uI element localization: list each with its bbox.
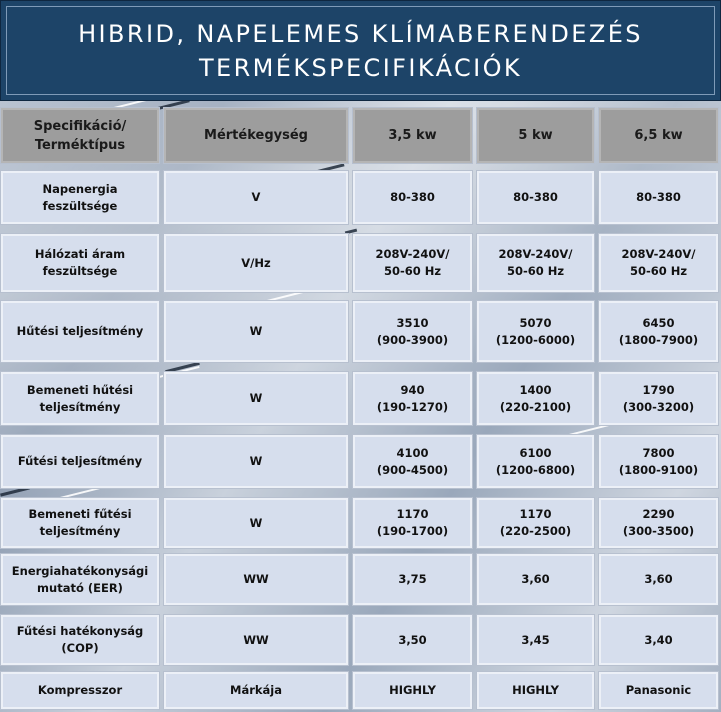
table-cell-value: 208V-240V/ 50-60 Hz bbox=[498, 247, 573, 278]
table-cell-value: V bbox=[251, 190, 261, 204]
table-cell-value: 1170 (220-2500) bbox=[499, 507, 572, 538]
table-cell-model-6-5kw bbox=[598, 233, 719, 293]
table-cell-value: 3,75 bbox=[398, 572, 427, 586]
table-cell-value: WW bbox=[243, 572, 269, 586]
table-cell-model-3-5kw bbox=[352, 497, 473, 549]
table-cell-specification bbox=[0, 300, 160, 363]
table-cell-value: W bbox=[249, 515, 263, 530]
page-header bbox=[0, 0, 721, 101]
table-cell-model-3-5kw bbox=[352, 671, 473, 710]
table-cell-model-6-5kw bbox=[598, 497, 719, 549]
table-cell-specification bbox=[0, 614, 160, 666]
table-cell-unit bbox=[163, 170, 349, 225]
table-cell-value: 940 (190-1270) bbox=[376, 382, 449, 414]
table-cell-value: Márkája bbox=[230, 683, 282, 697]
table-cell-value: HIGHLY bbox=[389, 683, 436, 697]
table-cell-value: 7800 (1800-9100) bbox=[618, 445, 699, 477]
table-cell-unit bbox=[163, 671, 349, 710]
table-cell-unit bbox=[163, 371, 349, 426]
table-cell-value: 80-380 bbox=[390, 190, 435, 204]
table-cell-value: Kompresszor bbox=[37, 683, 123, 697]
table-cell-value: 3,60 bbox=[521, 572, 550, 586]
table-cell-value: 208V-240V/ 50-60 Hz bbox=[621, 247, 696, 278]
table-cell-model-3-5kw bbox=[352, 371, 473, 426]
table-cell-value: Hűtési teljesítmény bbox=[16, 324, 144, 338]
column-header-model-5kw bbox=[476, 107, 595, 164]
table-cell-value: 2290 (300-3500) bbox=[622, 507, 695, 538]
table-cell-model-5kw bbox=[476, 434, 595, 489]
column-header-label: 3,5 kw bbox=[388, 128, 437, 143]
column-header-label: 5 kw bbox=[518, 128, 553, 143]
column-header-model-3-5kw bbox=[352, 107, 473, 164]
table-cell-value: W bbox=[249, 454, 263, 468]
table-cell-model-6-5kw bbox=[598, 300, 719, 363]
table-cell-value: 1790 (300-3200) bbox=[622, 382, 695, 414]
table-cell-specification bbox=[0, 170, 160, 225]
table-cell-model-6-5kw bbox=[598, 671, 719, 710]
table-cell-unit bbox=[163, 553, 349, 606]
table-cell-model-6-5kw bbox=[598, 614, 719, 666]
table-cell-value: Napenergia feszültsége bbox=[42, 181, 118, 213]
table-cell-unit bbox=[163, 233, 349, 293]
table-cell-unit bbox=[163, 497, 349, 549]
table-cell-value: 3,60 bbox=[644, 572, 673, 586]
table-cell-model-5kw bbox=[476, 170, 595, 225]
column-header-unit bbox=[163, 107, 349, 164]
table-cell-model-3-5kw bbox=[352, 170, 473, 225]
table-cell-model-5kw bbox=[476, 300, 595, 363]
table-cell-value: V/Hz bbox=[241, 255, 271, 270]
table-cell-model-6-5kw bbox=[598, 170, 719, 225]
table-cell-model-6-5kw bbox=[598, 434, 719, 489]
page-title-line-2: TERMÉKSPECIFIKÁCIÓK bbox=[198, 53, 523, 82]
table-cell-specification bbox=[0, 233, 160, 293]
column-header-label: 6,5 kw bbox=[634, 128, 683, 143]
table-cell-unit bbox=[163, 614, 349, 666]
table-cell-model-6-5kw bbox=[598, 371, 719, 426]
table-cell-value: 80-380 bbox=[636, 190, 681, 204]
page-title-line-1: HIBRID, NAPELEMES KLÍMABERENDEZÉS bbox=[78, 19, 643, 48]
table-cell-value: Bemeneti hűtési teljesítmény bbox=[26, 382, 134, 414]
table-cell-value: 3,40 bbox=[644, 632, 673, 647]
table-cell-value: 3510 (900-3900) bbox=[376, 315, 449, 347]
table-cell-model-6-5kw bbox=[598, 553, 719, 606]
table-cell-value: Energiahatékonysági mutató (EER) bbox=[11, 563, 149, 595]
table-cell-unit bbox=[163, 300, 349, 363]
table-cell-specification bbox=[0, 497, 160, 549]
table-cell-specification bbox=[0, 671, 160, 710]
table-cell-value: Panasonic bbox=[625, 683, 692, 697]
table-cell-model-5kw bbox=[476, 497, 595, 549]
table-cell-value: Fűtési teljesítmény bbox=[17, 454, 143, 468]
table-cell-value: Bemeneti fűtési teljesítmény bbox=[28, 507, 132, 538]
column-header-label: Specifikáció/ Terméktípus bbox=[33, 118, 127, 153]
table-cell-value: 3,45 bbox=[521, 632, 550, 647]
table-cell-value: 6450 (1800-7900) bbox=[618, 315, 699, 347]
table-cell-unit bbox=[163, 434, 349, 489]
table-cell-value: 5070 (1200-6000) bbox=[495, 315, 576, 347]
table-cell-value: 208V-240V/ 50-60 Hz bbox=[375, 247, 450, 278]
table-cell-model-3-5kw bbox=[352, 233, 473, 293]
table-cell-value: W bbox=[249, 391, 263, 405]
table-cell-value: Fűtési hatékonyság (COP) bbox=[16, 624, 144, 655]
table-cell-model-5kw bbox=[476, 553, 595, 606]
table-cell-value: 3,50 bbox=[398, 632, 427, 647]
table-cell-value: 4100 (900-4500) bbox=[376, 445, 449, 477]
table-cell-model-3-5kw bbox=[352, 300, 473, 363]
table-cell-specification bbox=[0, 434, 160, 489]
table-cell-model-3-5kw bbox=[352, 553, 473, 606]
table-cell-specification bbox=[0, 371, 160, 426]
table-cell-value: 1400 (220-2100) bbox=[499, 382, 572, 414]
table-cell-specification bbox=[0, 553, 160, 606]
table-cell-value: 80-380 bbox=[513, 190, 558, 204]
table-cell-value: 1170 (190-1700) bbox=[376, 507, 449, 538]
table-cell-value: WW bbox=[243, 632, 269, 647]
header-inner-frame bbox=[6, 6, 715, 95]
table-cell-model-5kw bbox=[476, 233, 595, 293]
table-cell-value: 6100 (1200-6800) bbox=[495, 445, 576, 477]
table-cell-model-5kw bbox=[476, 371, 595, 426]
column-header-label: Mértékegység bbox=[204, 128, 308, 143]
table-cell-model-3-5kw bbox=[352, 614, 473, 666]
table-cell-value: Hálózati áram feszültsége bbox=[34, 247, 126, 278]
table-cell-model-5kw bbox=[476, 614, 595, 666]
table-cell-model-5kw bbox=[476, 671, 595, 710]
table-cell-model-3-5kw bbox=[352, 434, 473, 489]
column-header-specification bbox=[0, 107, 160, 164]
table-cell-value: HIGHLY bbox=[512, 683, 559, 697]
table-cell-value: W bbox=[249, 324, 263, 338]
column-header-model-6-5kw bbox=[598, 107, 719, 164]
